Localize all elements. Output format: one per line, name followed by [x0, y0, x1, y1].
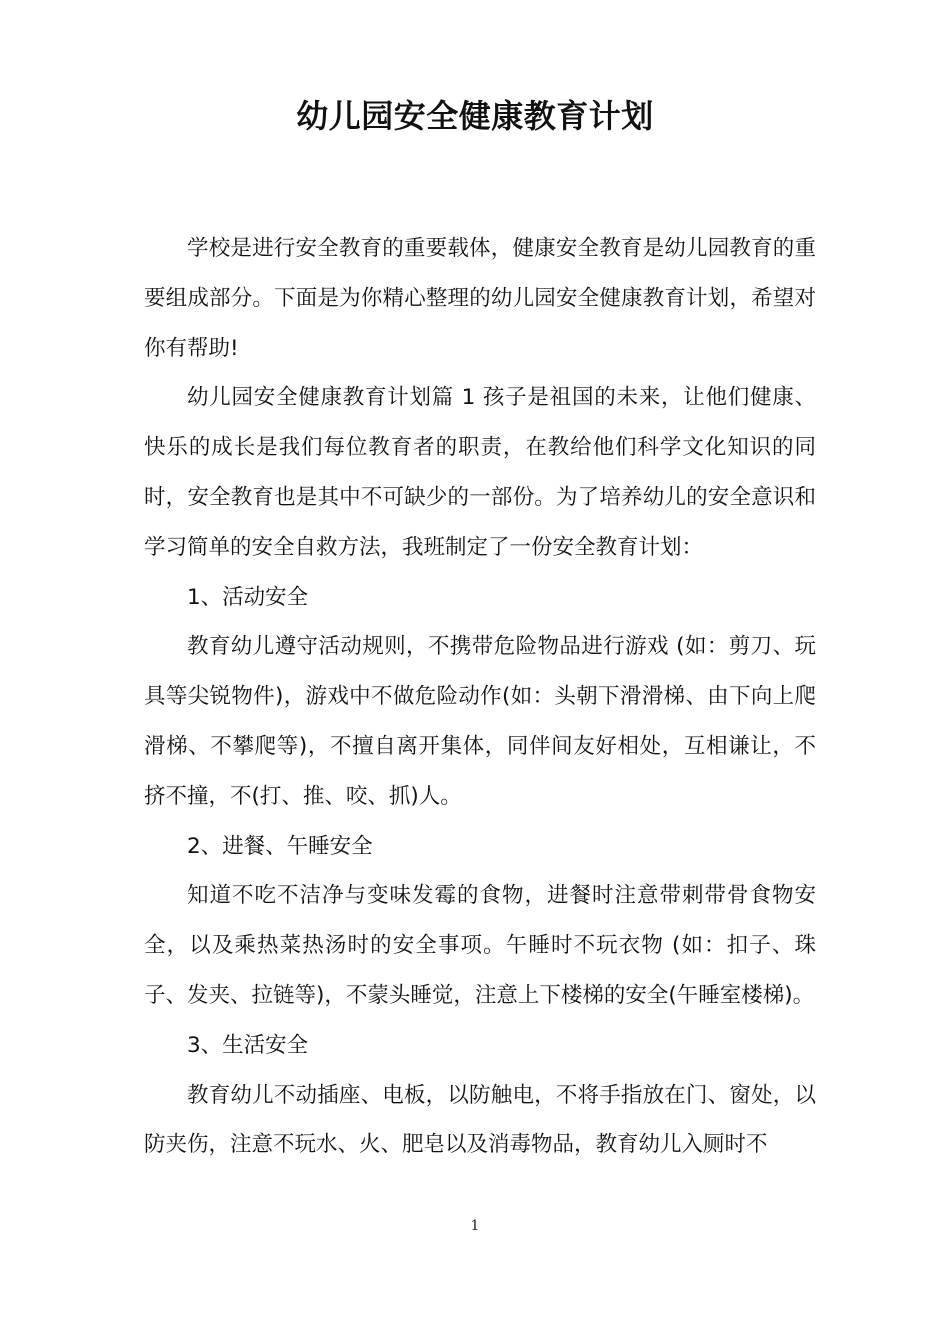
life-safety-paragraph: 教育幼儿不动插座、电板，以防触电，不将手指放在门、窗处，以防夹伤，注意不玩水、火、肥皂以及消毒物品，教育幼儿入厕时不: [144, 1082, 816, 1158]
section-heading-activity-safety: 1、活动安全: [187, 584, 309, 610]
section-heading-life-safety: 3、生活安全: [187, 1032, 309, 1058]
section-heading-meal-nap-safety: 2、进餐、午睡安全: [187, 833, 373, 859]
plan-intro-paragraph: 幼儿园安全健康教育计划篇 1 孩子是祖国的未来，让他们健康、快乐的成长是我们每位教育者的职责，在教给他们科学文化知识的同时，安全教育也是其中不可缺少的一部份。为了培养幼儿的安全意识和学习简单的安全自救方法，我班制定了一份安全教育计划：: [144, 385, 816, 560]
page-number: 1: [470, 1218, 480, 1234]
document-body: [144, 224, 816, 1170]
document-title: 幼儿园安全健康教育计划: [296, 97, 654, 135]
meal-nap-safety-paragraph: 知道不吃不洁净与变味发霉的食物，进餐时注意带刺带骨食物安全，以及乘热菜热汤时的安全事项。午睡时不玩衣物 (如：扣子、珠子、发夹、拉链等)，不蒙头睡觉，注意上下楼梯的安全(午睡室楼梯)。: [144, 883, 816, 1008]
activity-safety-paragraph: 教育幼儿遵守活动规则，不携带危险物品进行游戏 (如：剪刀、玩具等尖锐物件)，游戏中不做危险动作(如：头朝下滑滑梯、由下向上爬滑梯、不攀爬等)，不擅自离开集体，同伴间友好相处，互相谦让，不挤不撞，不(打、推、咬、抓)人。: [144, 634, 816, 809]
intro-paragraph: 学校是进行安全教育的重要载体，健康安全教育是幼儿园教育的重要组成部分。下面是为你精心整理的幼儿园安全健康教育计划，希望对你有帮助!: [144, 236, 816, 361]
